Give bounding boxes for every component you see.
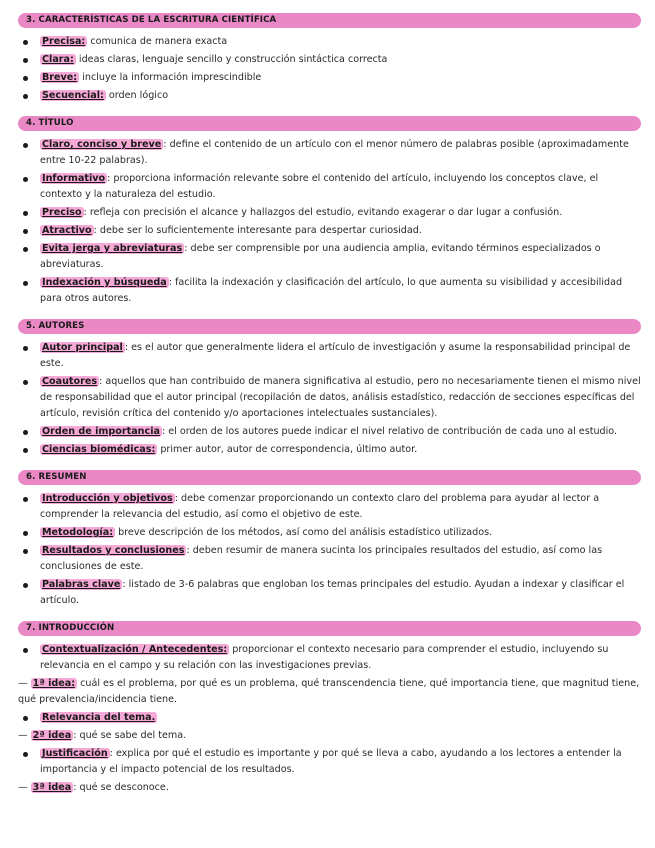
term: Secuencial: bbox=[42, 90, 104, 101]
description: incluye la información imprescindible bbox=[79, 72, 262, 83]
term: Preciso bbox=[42, 207, 82, 218]
term: 3ª idea bbox=[32, 782, 72, 793]
description: : proporciona información relevante sobre el contenido del artículo, incluyendo los conceptos clave, el contexto y la naturaleza del estudio. bbox=[40, 173, 599, 200]
description: : qué se desconoce. bbox=[73, 782, 169, 793]
section-resumen bbox=[18, 470, 641, 609]
list-item bbox=[18, 525, 641, 541]
description: : qué se sabe del tema. bbox=[73, 730, 187, 741]
section-title: 7. INTRODUCCIÓN bbox=[18, 621, 641, 636]
term: Introducción y objetivos bbox=[42, 493, 173, 504]
description: cuál es el problema, por qué es un problema, qué transcendencia tiene, qué importancia tiene, que magnitud tiene, qué prevalencia/incidencia tiene. bbox=[18, 678, 640, 705]
list-item bbox=[18, 642, 641, 674]
list-item bbox=[18, 710, 641, 726]
term: Metodología: bbox=[42, 527, 114, 538]
list-item bbox=[18, 223, 641, 239]
bullet-list bbox=[18, 340, 641, 458]
list-item bbox=[18, 577, 641, 609]
description: : debe comenzar proporcionando un contexto claro del problema para ayudar al lector a comprender la relevancia del estudio, así como el objetivo de este. bbox=[40, 493, 600, 520]
description: : el orden de los autores puede indicar el nivel relativo de contribución de cada uno al estudio. bbox=[161, 426, 618, 437]
section-title: 6. RESUMEN bbox=[18, 470, 641, 485]
list-item bbox=[18, 171, 641, 203]
term: 1ª idea: bbox=[32, 678, 76, 689]
description: : deben resumir de manera sucinta los principales resultados del estudio, así como las conclusiones de este. bbox=[40, 545, 603, 572]
description: : refleja con precisión el alcance y hallazgos del estudio, evitando exagerar o dar lugar a confusión. bbox=[83, 207, 563, 218]
list-item bbox=[18, 543, 641, 575]
dash-item bbox=[18, 780, 641, 796]
section-title: 5. AUTORES bbox=[18, 319, 641, 334]
list-item bbox=[18, 275, 641, 307]
list-item bbox=[18, 746, 641, 778]
section-autores bbox=[18, 319, 641, 458]
term: Justificación bbox=[42, 748, 108, 759]
term: Indexación y búsqueda bbox=[42, 277, 167, 288]
term: Resultados y conclusiones bbox=[42, 545, 185, 556]
list-item bbox=[18, 424, 641, 440]
description: : aquellos que han contribuido de manera significativa al estudio, pero no necesariamente tienen el mismo nivel de responsabilidad que el autor principal (recopilación de datos, análisis estadístico, redacción de secciones específicas del artículo, revisión crítica del contenido y/o aportaciones intelectuales sustanciales). bbox=[40, 376, 641, 419]
list-item bbox=[18, 70, 641, 86]
dash-prefix: — bbox=[18, 730, 31, 741]
list-item bbox=[18, 52, 641, 68]
term: Palabras clave bbox=[42, 579, 121, 590]
description: breve descripción de los métodos, así como del análisis estadístico utilizados. bbox=[115, 527, 493, 538]
description: : listado de 3-6 palabras que engloban los temas principales del estudio. Ayudan a indexar y clasificar el artículo. bbox=[40, 579, 625, 606]
description: comunica de manera exacta bbox=[87, 36, 228, 47]
section-titulo bbox=[18, 116, 641, 307]
section-introduccion bbox=[18, 621, 641, 796]
bullet-list bbox=[18, 137, 641, 307]
list-item bbox=[18, 205, 641, 221]
term: Informativo bbox=[42, 173, 106, 184]
term: Relevancia del tema. bbox=[42, 712, 156, 723]
dash-prefix: — bbox=[18, 678, 31, 689]
bullet-list bbox=[18, 642, 641, 796]
term: Atractivo bbox=[42, 225, 92, 236]
description: : facilita la indexación y clasificación del artículo, lo que aumenta su visibilidad y accesibilidad para otros autores. bbox=[40, 277, 623, 304]
term: Autor principal bbox=[42, 342, 123, 353]
section-title: 3. CARACTERÍSTICAS DE LA ESCRITURA CIENTÍFICA bbox=[18, 13, 641, 28]
description: : es el autor que generalmente lidera el artículo de investigación y asume la responsabilidad principal de este. bbox=[40, 342, 631, 369]
list-item bbox=[18, 491, 641, 523]
term: Orden de importancia bbox=[42, 426, 160, 437]
list-item bbox=[18, 34, 641, 50]
list-item bbox=[18, 241, 641, 273]
section-caracteristicas bbox=[18, 13, 641, 104]
bullet-list bbox=[18, 491, 641, 609]
list-item bbox=[18, 340, 641, 372]
list-item bbox=[18, 442, 641, 458]
term: Claro, conciso y breve bbox=[42, 139, 162, 150]
bullet-list bbox=[18, 34, 641, 104]
description: : explica por qué el estudio es importante y por qué se lleva a cabo, ayudando a los lectores a entender la importancia y el impacto potencial de los resultados. bbox=[40, 748, 622, 775]
dash-item bbox=[18, 728, 641, 744]
dash-item bbox=[18, 676, 641, 708]
list-item bbox=[18, 88, 641, 104]
description: : define el contenido de un artículo con el menor número de palabras posible (aproximadamente entre 10-22 palabras). bbox=[40, 139, 629, 166]
term: Coautores bbox=[42, 376, 98, 387]
dash-prefix: — bbox=[18, 782, 31, 793]
description: proporcionar el contexto necesario para comprender el estudio, incluyendo su relevancia en el campo y su relación con las investigaciones previas. bbox=[40, 644, 609, 671]
term: Evita jerga y abreviaturas bbox=[42, 243, 183, 254]
term: Precisa: bbox=[42, 36, 86, 47]
description: ideas claras, lenguaje sencillo y construcción sintáctica correcta bbox=[75, 54, 388, 65]
description: primer autor, autor de correspondencia, último autor. bbox=[157, 444, 418, 455]
description: : debe ser lo suficientemente interesante para despertar curiosidad. bbox=[93, 225, 422, 236]
term: Breve: bbox=[42, 72, 78, 83]
term: 2ª idea bbox=[32, 730, 72, 741]
term: Clara: bbox=[42, 54, 74, 65]
term: Ciencias biomédicas: bbox=[42, 444, 156, 455]
section-title: 4. TÍTULO bbox=[18, 116, 641, 131]
description: orden lógico bbox=[105, 90, 169, 101]
list-item bbox=[18, 374, 641, 422]
term: Contextualización / Antecedentes: bbox=[42, 644, 228, 655]
list-item bbox=[18, 137, 641, 169]
description: : debe ser comprensible por una audiencia amplia, evitando términos especializados o abreviaturas. bbox=[40, 243, 601, 270]
